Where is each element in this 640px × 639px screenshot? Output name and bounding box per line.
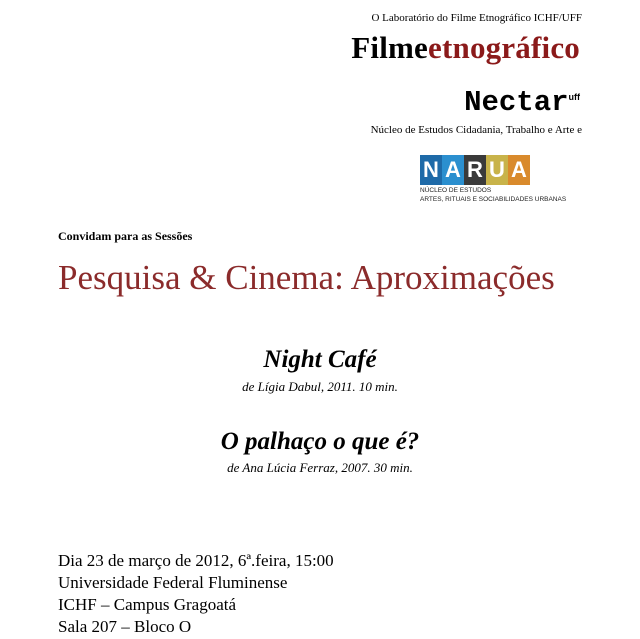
info-room: Sala 207 – Bloco O — [58, 617, 192, 636]
info-campus: ICHF – Campus Gragoatá — [58, 595, 237, 614]
filme-word: Filme — [351, 30, 429, 65]
narua-caption-1: NÚCLEO DE ESTUDOS — [420, 187, 492, 194]
etnografico-word: etnográfico — [428, 30, 580, 65]
film-title: O palhaço o que é? — [220, 428, 420, 455]
narua-letter: U — [486, 155, 508, 185]
film-credit: de Ana Lúcia Ferraz, 2007. 30 min. — [227, 460, 413, 475]
film-credit: de Lígia Dabul, 2011. 10 min. — [242, 379, 398, 394]
page-title: Pesquisa & Cinema: Aproximações — [58, 258, 555, 297]
narua-letter: A — [442, 155, 464, 185]
nucleo-line: Núcleo de Estudos Cidadania, Trabalho e Arte e — [370, 124, 582, 136]
info-university: Universidade Federal Fluminense — [58, 573, 288, 592]
narua-logo — [420, 155, 570, 205]
nectar-word: Nectar — [464, 86, 569, 119]
narua-letters — [420, 155, 570, 185]
intro-text: Convidam para as Sessões — [58, 229, 193, 243]
nectar-logo — [464, 86, 580, 119]
narua-caption-2: ARTES, RITUAIS E SOCIABILIDADES URBANAS — [420, 196, 567, 203]
film-title: Night Café — [263, 346, 377, 373]
lab-line: O Laboratório do Filme Etnográfico ICHF/UFF — [371, 12, 582, 24]
nectar-uff-suffix: uff — [568, 92, 580, 102]
info-date: Dia 23 de março de 2012, 6ª.feira, 15:00 — [58, 551, 334, 570]
narua-letter: N — [420, 155, 442, 185]
narua-letter: A — [508, 155, 530, 185]
filme-etnografico-logo — [351, 30, 580, 66]
narua-letter: R — [464, 155, 486, 185]
